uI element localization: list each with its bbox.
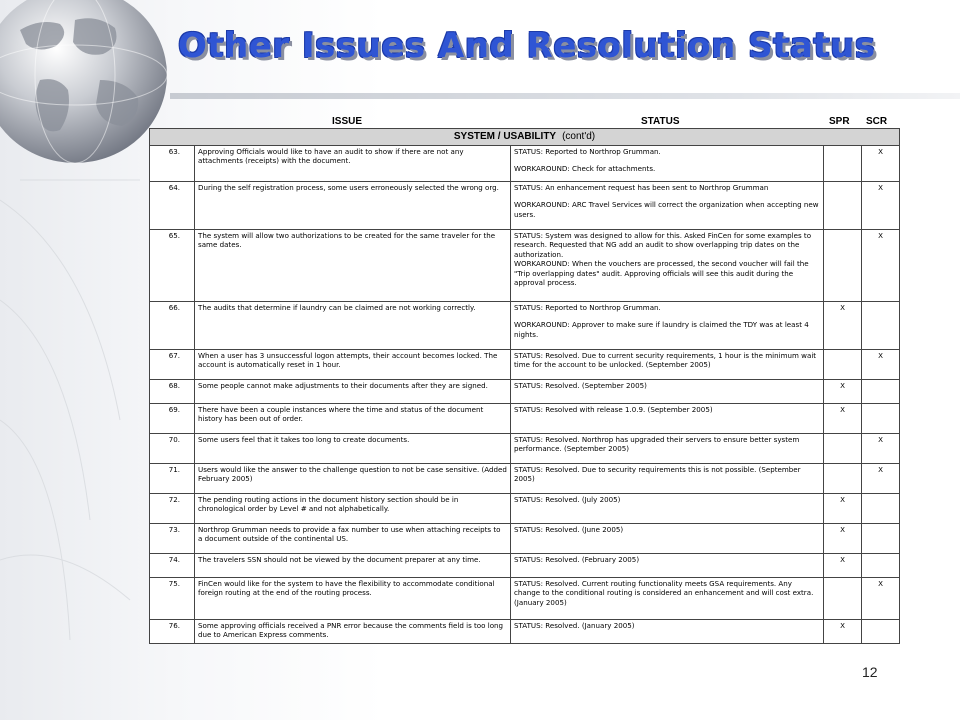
issue-number: 70.: [150, 433, 195, 463]
issue-number: 64.: [150, 181, 195, 229]
column-header-spr: SPR: [829, 116, 850, 127]
table-row: [150, 403, 900, 433]
scr-mark: X: [862, 577, 900, 619]
issue-description: Some approving officials received a PNR error because the comments field is too long due to American Express comments.: [195, 619, 511, 643]
status-line: STATUS: Resolved. Due to security requirements this is not possible. (September 2005): [514, 464, 801, 484]
issue-description: FinCen would like for the system to have the flexibility to accommodate conditional foreign routing at the end of the routing process.: [195, 577, 511, 619]
issue-description: During the self registration process, some users erroneously selected the wrong org.: [195, 181, 511, 229]
issue-description: The system will allow two authorizations to be created for the same traveler for the same dates.: [195, 229, 511, 301]
table-row: [150, 577, 900, 619]
issue-number: 71.: [150, 463, 195, 493]
status-line: WORKAROUND: ARC Travel Services will correct the organization when accepting new users.: [514, 200, 819, 219]
scr-mark: X: [862, 229, 900, 301]
scr-mark: [862, 619, 900, 643]
scr-mark: [862, 403, 900, 433]
scr-mark: X: [862, 463, 900, 493]
status-line: STATUS: Reported to Northrop Grumman.: [514, 146, 661, 156]
table-row: [150, 493, 900, 523]
table-row: [150, 619, 900, 643]
issue-status: [511, 523, 824, 553]
issue-number: 66.: [150, 301, 195, 349]
scr-mark: [862, 553, 900, 577]
spr-mark: X: [824, 301, 862, 349]
spr-mark: [824, 229, 862, 301]
scr-mark: X: [862, 145, 900, 181]
status-line: STATUS: Resolved. Due to current security requirements, 1 hour is the minimum wait time for the account to be unlocked. (September 2005): [514, 350, 817, 370]
column-header-issue: ISSUE: [332, 116, 363, 127]
table-row: [150, 349, 900, 379]
issue-number: 67.: [150, 349, 195, 379]
spr-mark: [824, 463, 862, 493]
spr-mark: X: [824, 379, 862, 403]
issue-number: 73.: [150, 523, 195, 553]
status-line: STATUS: System was designed to allow for this. Asked FinCen for some examples to research. Requested that NG add an audit to show overlapping trip dates on the authorization.: [514, 230, 812, 259]
column-header-status: STATUS: [641, 116, 680, 127]
issue-status: [511, 301, 824, 349]
table-row: [150, 553, 900, 577]
section-label: SYSTEM / USABILITY: [453, 131, 557, 142]
status-line: STATUS: Resolved. (July 2005): [514, 494, 621, 504]
issue-number: 69.: [150, 403, 195, 433]
table-row: [150, 523, 900, 553]
issue-description: There have been a couple instances where the time and status of the document history has been out of order.: [195, 403, 511, 433]
section-header-row: [150, 129, 900, 146]
section-suffix: (cont'd): [562, 131, 596, 142]
issue-number: 65.: [150, 229, 195, 301]
status-line: STATUS: Resolved. Northrop has upgraded their servers to ensure better system performance. (September 2005): [514, 434, 800, 454]
scr-mark: [862, 523, 900, 553]
status-line: STATUS: Reported to Northrop Grumman.: [514, 302, 661, 312]
issue-description: Some people cannot make adjustments to their documents after they are signed.: [195, 379, 511, 403]
issue-description: Northrop Grumman needs to provide a fax number to use when attaching receipts to a document outside of the continental US.: [195, 523, 511, 553]
issue-status: [511, 403, 824, 433]
issue-number: 68.: [150, 379, 195, 403]
issue-status: [511, 463, 824, 493]
status-line: WORKAROUND: Approver to make sure if laundry is claimed the TDY was at least 4 nights.: [514, 320, 809, 339]
issue-status: [511, 493, 824, 523]
issue-status: [511, 619, 824, 643]
table-row: [150, 433, 900, 463]
scr-mark: X: [862, 433, 900, 463]
issue-status: [511, 229, 824, 301]
issue-description: The travelers SSN should not be viewed by the document preparer at any time.: [195, 553, 511, 577]
issue-status: [511, 553, 824, 577]
spr-mark: X: [824, 403, 862, 433]
issue-description: The pending routing actions in the document history section should be in chronological order by Level # and not alphabetically.: [195, 493, 511, 523]
status-line: STATUS: An enhancement request has been sent to Northrop Grumman: [514, 182, 769, 192]
issue-status: [511, 379, 824, 403]
title-divider: [170, 93, 960, 99]
scr-mark: [862, 301, 900, 349]
table-row: [150, 463, 900, 493]
spr-mark: [824, 145, 862, 181]
issue-description: Users would like the answer to the challenge question to not be case sensitive. (Added February 2005): [195, 463, 511, 493]
slide-title: Other Issues And Resolution Status: [178, 26, 876, 66]
status-line: STATUS: Resolved. (February 2005): [514, 554, 640, 564]
scr-mark: X: [862, 349, 900, 379]
status-line: STATUS: Resolved. (June 2005): [514, 524, 624, 534]
status-line: WORKAROUND: Check for attachments.: [514, 164, 656, 174]
table-row: [150, 379, 900, 403]
issue-number: 74.: [150, 553, 195, 577]
table-row: [150, 145, 900, 181]
status-line: STATUS: Resolved. Current routing functionality meets GSA requirements. Any change to the conditional routing is considered an enhancement and will cost extra. (January 2005): [514, 578, 814, 607]
spr-mark: [824, 577, 862, 619]
scr-mark: X: [862, 181, 900, 229]
table-row: [150, 181, 900, 229]
table-row: [150, 301, 900, 349]
issue-description: Approving Officials would like to have an audit to show if there are not any attachments (receipts) with the document.: [195, 145, 511, 181]
issue-status: [511, 577, 824, 619]
issue-number: 72.: [150, 493, 195, 523]
issue-status: [511, 181, 824, 229]
spr-mark: X: [824, 619, 862, 643]
issue-status: [511, 145, 824, 181]
status-line: WORKAROUND: When the vouchers are processed, the second voucher will fail the "Trip overlapping dates" audit. Approving officials will see this audit during the approval process.: [514, 259, 809, 288]
section-header: [150, 129, 900, 146]
status-line: STATUS: Resolved. (January 2005): [514, 620, 635, 630]
spr-mark: X: [824, 493, 862, 523]
status-line: STATUS: Resolved with release 1.0.9. (September 2005): [514, 404, 713, 414]
scr-mark: [862, 493, 900, 523]
issue-number: 76.: [150, 619, 195, 643]
table-row: [150, 229, 900, 301]
issue-description: When a user has 3 unsuccessful logon attempts, their account becomes locked. The account is automatically reset in 1 hour.: [195, 349, 511, 379]
issue-description: Some users feel that it takes too long to create documents.: [195, 433, 511, 463]
status-line: STATUS: Resolved. (September 2005): [514, 380, 647, 390]
spr-mark: [824, 181, 862, 229]
issue-status: [511, 349, 824, 379]
column-header-scr: SCR: [866, 116, 888, 127]
spr-mark: X: [824, 553, 862, 577]
spr-mark: X: [824, 523, 862, 553]
issues-table: [149, 128, 900, 644]
issue-description: The audits that determine if laundry can be claimed are not working correctly.: [195, 301, 511, 349]
page-number: 12: [862, 664, 878, 680]
spr-mark: [824, 349, 862, 379]
scr-mark: [862, 379, 900, 403]
issue-number: 63.: [150, 145, 195, 181]
issue-number: 75.: [150, 577, 195, 619]
issue-status: [511, 433, 824, 463]
spr-mark: [824, 433, 862, 463]
